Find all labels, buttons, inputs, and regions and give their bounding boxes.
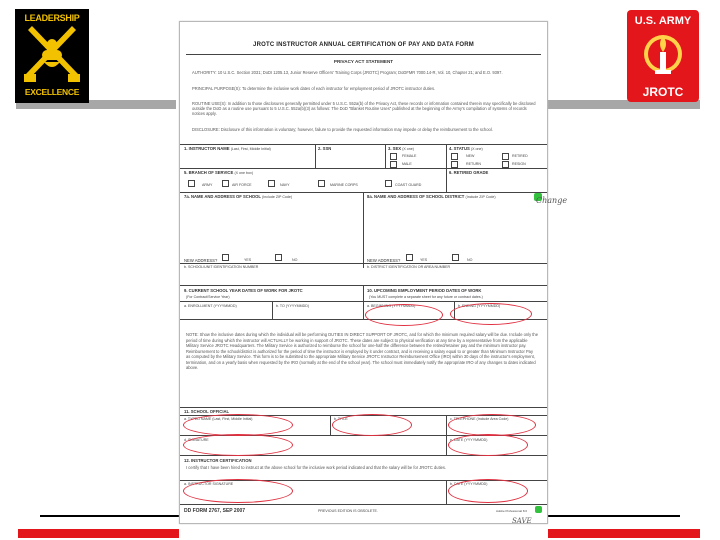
form-id-footer: DD FORM 2767, SEP 2007 bbox=[184, 508, 246, 514]
principal-purpose-text: PRINCIPAL PURPOSE(S): To determine the inclusive work dates of each instructor for employment period of JROTC instructor duties. bbox=[192, 86, 436, 91]
note-paragraph: NOTE: Show the inclusive dates during which the individual will be performing DUTIES IN DIRECT SUPPORT OF JROTC, and for which the minimum required salary will be due. Include only the period of time during which the instructor will ACTUALLY be working in support of JROTC. These dates are subject to physical verification at any time by a representative from the applicable Military Service JROTC Headquarters. The Military Service is authorized to reimburse the school for one-half the difference between the retired/retainer pay and the minimum instructor pay. Reimbursement to the school/district is authorized for the period of time the instructor is employed by it under contract, and is receiving a salary equal to or greater than Minimum Instructor Pay as computed by the Military Service. This form is to be submitted to the appropriate Military Service JROTC Instructor Reimbursement Office (IRO) within 30 days of the instructor's employment, termination, and on a yearly basis when requested by the IRO (normally at the end of the school year). The school must immediately notify the appropriate IRO of any changes to dates indicated above. bbox=[186, 332, 538, 370]
circle-beginning-date bbox=[365, 304, 443, 326]
circle-title bbox=[332, 414, 412, 436]
beginning-date-label: a. BEGINNING (YYYYMMDD) bbox=[367, 304, 416, 308]
upcoming-dates-label: 10. UPCOMING EMPLOYMENT PERIOD DATES OF WORK bbox=[367, 288, 482, 293]
branch-army-label: ARMY bbox=[202, 183, 213, 187]
branch-airforce-label: AIR FORCE bbox=[232, 183, 252, 187]
branch-marines-checkbox[interactable] bbox=[318, 180, 325, 187]
badge-left-bottom-text: EXCELLENCE bbox=[24, 87, 80, 97]
status-return-label: RETURN bbox=[466, 162, 481, 166]
title-label: b. TITLE bbox=[334, 417, 348, 421]
sex-female-label: FEMALE bbox=[402, 154, 417, 158]
handwritten-save-note: SAVE bbox=[512, 517, 532, 525]
previous-edition-footer: PREVIOUS EDITION IS OBSOLETE. bbox=[318, 509, 378, 513]
green-highlight-footer bbox=[535, 506, 542, 513]
status-resign-checkbox[interactable] bbox=[502, 161, 509, 168]
instructor-signature-label: a. INSTRUCTOR SIGNATURE bbox=[184, 482, 234, 486]
circle-instructor-date bbox=[448, 479, 528, 503]
badge-right-bottom-text: JROTC bbox=[642, 85, 684, 99]
school-id-label: b. SCHOOL/UNIT IDENTIFICATION NUMBER bbox=[184, 265, 259, 269]
branch-marines-label: MARINE CORPS bbox=[330, 183, 358, 187]
upcoming-dates-hint: (You MUST complete a separate sheet for any future or contract dates.) bbox=[369, 295, 483, 299]
leadership-excellence-badge bbox=[15, 9, 89, 103]
status-retired-label: RETIRED bbox=[512, 154, 528, 158]
district-yes-label: YES bbox=[420, 258, 428, 262]
school-no-label: NO bbox=[292, 258, 298, 262]
district-new-address-no-checkbox[interactable] bbox=[452, 254, 459, 261]
status-new-label: NEW bbox=[466, 154, 475, 158]
sex-male-label: MALE bbox=[402, 162, 412, 166]
status-return-checkbox[interactable] bbox=[451, 161, 458, 168]
district-new-address-yes-checkbox[interactable] bbox=[406, 254, 413, 261]
school-official-heading: 11. SCHOOL OFFICIAL bbox=[184, 409, 230, 414]
circle-ending-date bbox=[450, 303, 532, 325]
current-dates-label: 9. CURRENT SCHOOL YEAR DATES OF WORK FOR JROTC bbox=[184, 288, 303, 293]
current-dates-hint: (For Contract/Service Year) bbox=[186, 295, 230, 299]
authority-text: AUTHORITY: 10 U.S.C. Section 2031; DoDI 1205.13, Junior Reserve Officers' Training Corps (JROTC) Program; DoDFMR 7000.14-R, Vol. 10, Chapter 21; and E.O. 9397. bbox=[192, 70, 503, 75]
sex-label: 3. SEX (X one) bbox=[388, 146, 415, 151]
adobe-footer: Adobe Professional 8.0 bbox=[496, 509, 528, 513]
school-new-address-label: NEW ADDRESS? bbox=[184, 258, 218, 263]
circle-official-date bbox=[448, 434, 528, 456]
sex-male-checkbox[interactable] bbox=[390, 161, 397, 168]
status-label: 4. STATUS (X one) bbox=[449, 146, 483, 151]
jrotc-certification-form bbox=[179, 21, 548, 524]
circle-official-signature bbox=[183, 434, 293, 456]
crossed-swords-lamp-icon bbox=[22, 26, 82, 84]
red-bar-left bbox=[18, 529, 179, 538]
typed-name-label: a. TYPED NAME (Last, First, Middle Initial) bbox=[184, 417, 253, 421]
us-army-jrotc-badge bbox=[627, 10, 699, 102]
handwritten-change-note: Change bbox=[536, 196, 568, 205]
instructor-certification-heading: 12. INSTRUCTOR CERTIFICATION bbox=[184, 458, 252, 463]
official-date-label: e. DATE (YYYYMMDD) bbox=[450, 438, 488, 442]
enrollment-date-label: a. ENROLLMENT (YYYYMMDD) bbox=[184, 304, 237, 308]
badge-right-top-text: U.S. ARMY bbox=[634, 15, 692, 27]
privacy-heading: PRIVACY ACT STATEMENT bbox=[333, 59, 394, 64]
branch-of-service-label: 5. BRANCH OF SERVICE (X one box) bbox=[184, 170, 254, 175]
sex-female-checkbox[interactable] bbox=[390, 153, 397, 160]
status-retired-checkbox[interactable] bbox=[502, 153, 509, 160]
telephone-label: c. TELEPHONE (Include Area Code) bbox=[450, 417, 509, 421]
official-signature-label: d. SIGNATURE bbox=[184, 438, 209, 442]
black-line-left bbox=[40, 515, 179, 517]
retired-grade-label: 6. RETIRED GRADE bbox=[449, 170, 489, 175]
district-id-label: b. DISTRICT IDENTIFICATION OR AREA NUMBER bbox=[367, 265, 451, 269]
branch-navy-label: NAVY bbox=[280, 183, 290, 187]
to-date-label: b. TO (YYYYMMDD) bbox=[276, 304, 310, 308]
torch-emblem-icon bbox=[643, 30, 683, 80]
status-new-checkbox[interactable] bbox=[451, 153, 458, 160]
form-title: JROTC INSTRUCTOR ANNUAL CERTIFICATION OF PAY AND DATA FORM bbox=[253, 42, 474, 48]
branch-coastguard-checkbox[interactable] bbox=[385, 180, 392, 187]
school-yes-label: YES bbox=[244, 258, 252, 262]
ssn-label: 2. SSN bbox=[318, 146, 332, 151]
circle-typed-name bbox=[183, 414, 293, 436]
black-line-right bbox=[548, 515, 680, 517]
red-bar-right bbox=[548, 529, 700, 538]
school-new-address-yes-checkbox[interactable] bbox=[222, 254, 229, 261]
school-district-label: 8a. NAME AND ADDRESS OF SCHOOL DISTRICT (Include ZIP Code) bbox=[367, 194, 496, 199]
ending-date-label: b. ENDING (YYYYMMDD) bbox=[458, 304, 501, 308]
district-no-label: NO bbox=[467, 258, 473, 262]
school-name-label: 7a. NAME AND ADDRESS OF SCHOOL (Include ZIP Code) bbox=[184, 194, 293, 199]
branch-airforce-checkbox[interactable] bbox=[222, 180, 229, 187]
branch-army-checkbox[interactable] bbox=[188, 180, 195, 187]
instructor-name-label: 1. INSTRUCTOR NAME (Last, First, Middle Initial) bbox=[184, 146, 271, 151]
district-new-address-label: NEW ADDRESS? bbox=[367, 258, 401, 263]
routine-use-text: ROUTINE USE(S): In addition to those disclosures generally permitted under 5 U.S.C. 552a(b) of the Privacy Act, these records or information contained therein may specifically be disclosed outside the DoD as a routine use pursuant to 5 U.S.C. 552a(b)(3) as follows: The DoD "Blanket Routine Uses" published at the beginning of the Army's compilation of systems of records notices apply. bbox=[192, 101, 536, 117]
status-resign-label: RESIGN bbox=[512, 162, 526, 166]
instructor-certification-text: I certify that I have been hired to instruct at the above school for the inclusive work period indicated and that the salary will be for JROTC duties. bbox=[186, 465, 447, 470]
disclosure-text: DISCLOSURE: Disclosure of this information is voluntary; however, failure to provide the requested information may impede or delay the reimbursement to the school. bbox=[192, 127, 493, 132]
branch-coastguard-label: COAST GUARD bbox=[395, 183, 422, 187]
branch-navy-checkbox[interactable] bbox=[268, 180, 275, 187]
circle-instructor-signature bbox=[183, 479, 293, 503]
circle-telephone bbox=[448, 414, 536, 436]
badge-left-top-text: LEADERSHIP bbox=[24, 13, 80, 23]
school-new-address-no-checkbox[interactable] bbox=[275, 254, 282, 261]
instructor-date-label: b. DATE (YYYYMMDD) bbox=[450, 482, 488, 486]
